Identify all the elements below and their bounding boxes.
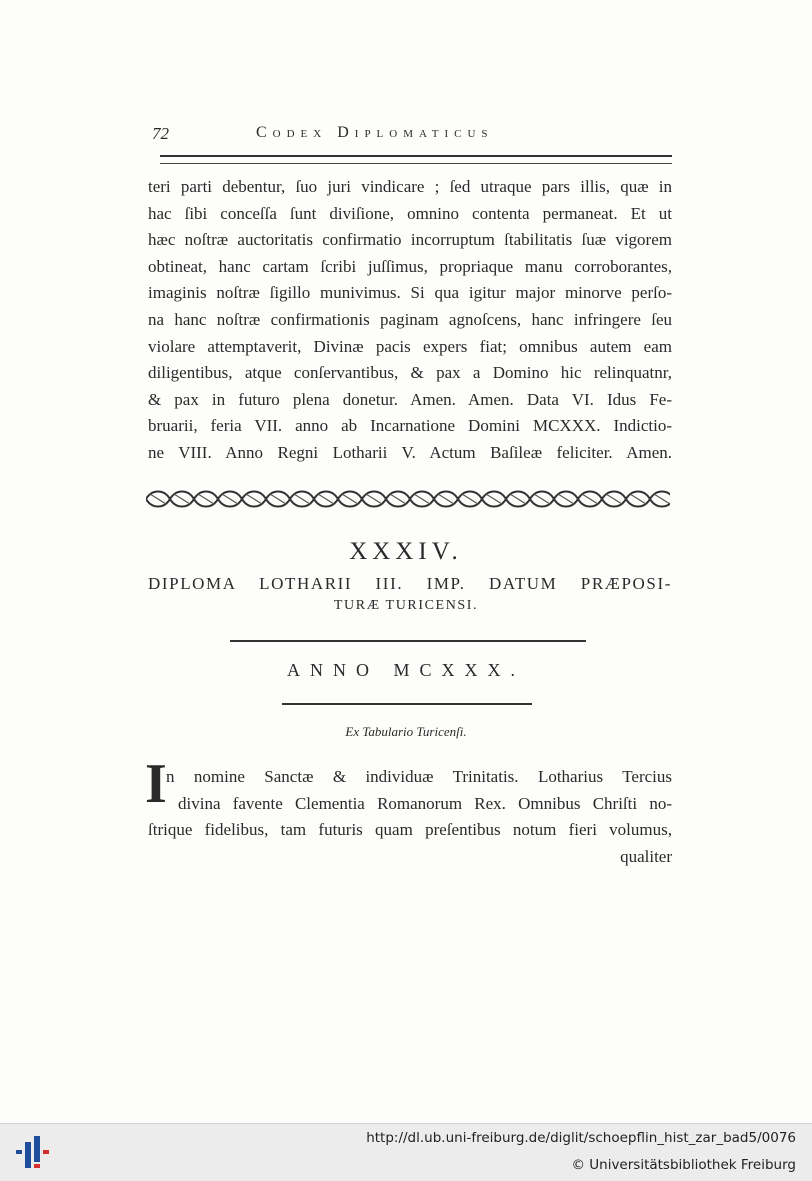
text-line: hac ſibi conceſſa ſunt diviſione, omnino contenta permaneat. Et ut — [148, 203, 672, 223]
year-rule — [282, 703, 532, 705]
viewer-footer — [0, 1123, 812, 1181]
text-line: obtineat, hanc cartam ſcribi juſſimus, propriaque manu corroborantes, — [148, 256, 672, 276]
text-line: ſtrique fidelibus, tam futuris quam preſentibus notum fieri volumus, — [148, 820, 672, 840]
library-logo-icon — [12, 1132, 52, 1172]
ornamental-border — [146, 488, 670, 510]
text-line: & pax in futuro plena donetur. Amen. Amen. Data VI. Idus Fe- — [148, 389, 672, 409]
document-year: ANNO MCXXX. — [286, 660, 525, 680]
document-title-continued: TURÆ TURICENSI. — [333, 598, 479, 613]
text-line: violare attemptaverit, Divinæ pacis expers fiat; omnibus autem eam — [148, 336, 672, 356]
drop-initial: I — [145, 753, 167, 815]
text-line: hæc noſtræ auctoritatis confirmatio incorruptum ſtabilitatis ſuæ vigorem — [148, 230, 672, 250]
running-title: Codex Diplomaticus — [256, 124, 494, 141]
text-line: diligentibus, atque conſervantibus, & pax a Domino hic relinquatnr, — [148, 363, 672, 383]
text-line: n nomine Sanctæ & individuæ Trinitatis. Lotharius Tercius — [166, 767, 672, 786]
text-line: ne VIII. Anno Regni Lotharii V. Actum Baſileæ feliciter. Amen. — [148, 442, 672, 462]
source-note: Ex Tabulario Turicenſi. — [345, 724, 467, 739]
document-title: DIPLOMA LOTHARII III. IMP. DATUM PRÆPOSI- — [148, 574, 672, 593]
document-number: XXXIV. — [349, 538, 463, 565]
text-line: bruarii, feria VII. anno ab Incarnatione Domini MCXXX. Indictio- — [148, 416, 672, 436]
continued-text — [148, 174, 672, 467]
text-line: na hanc noſtræ confirmationis paginam agnoſcens, hanc infringere ſeu — [148, 309, 672, 329]
permalink[interactable]: http://dl.ub.uni-freiburg.de/diglit/schoepflin_hist_zar_bad5/0076 — [366, 1130, 796, 1146]
title-rule — [230, 640, 586, 642]
opening-text — [148, 764, 672, 870]
text-line: teri parti debentur, ſuo juri vindicare ; ſed utraque pars illis, quæ in — [148, 177, 672, 196]
catchword: qualiter — [620, 846, 672, 866]
running-head — [152, 124, 672, 148]
page-number: 72 — [152, 124, 169, 143]
text-line: imaginis noſtræ ſigillo munivimus. Si qua igitur major minorve perſo- — [148, 283, 672, 303]
copyright-notice: © Universitätsbibliothek Freiburg — [571, 1157, 796, 1173]
header-rule — [160, 155, 672, 164]
text-line: divina favente Clementia Romanorum Rex. Omnibus Chriſti no- — [178, 793, 672, 813]
